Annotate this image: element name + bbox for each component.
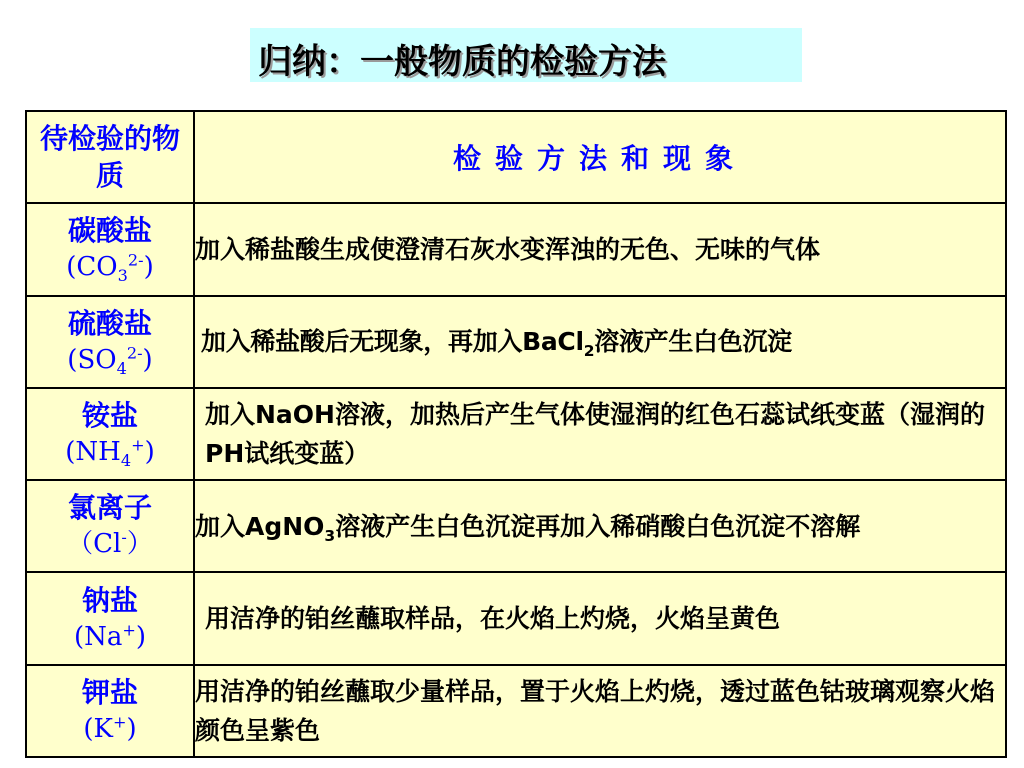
substance-cell — [26, 388, 194, 480]
substance-cell — [26, 203, 194, 295]
formula: $(SO_4^{2-})$ — [67, 343, 153, 378]
method-cell: 加入稀盐酸生成使澄清石灰水变浑浊的无色、无味的气体 — [194, 203, 1006, 295]
table-row-ammonium — [26, 388, 1006, 480]
header-substance: 待检验的物质 — [26, 111, 194, 203]
substance-cell — [26, 296, 194, 388]
table-row-carbonate — [26, 203, 1006, 295]
substance-name: 铵盐 — [81, 398, 138, 432]
formula: (K+) — [83, 712, 137, 744]
substance-cell — [26, 665, 194, 757]
formula: $(CO_3^{2-})$ — [66, 250, 154, 286]
substance-name: 氯离子 — [67, 491, 152, 525]
formula: （Cl-） — [67, 527, 153, 560]
table-row-sulfate — [26, 296, 1006, 388]
title-box — [250, 28, 802, 82]
substance-cell — [26, 572, 194, 664]
method-cell: 用洁净的铂丝蘸取样品，在火焰上灼烧，火焰呈黄色 — [194, 572, 1006, 664]
formula: (Na+) — [73, 619, 147, 652]
substance-name: 碳酸盐 — [67, 214, 152, 248]
method-cell: 加入NaOH溶液，加热后产生气体使湿润的红色石蕊试纸变蓝（湿润的PH试纸变蓝） — [194, 388, 1006, 480]
method-cell: 加入AgNO$_3$溶液产生白色沉淀再加入稀硝酸白色沉淀不溶解 — [194, 480, 1006, 572]
method-cell: 用洁净的铂丝蘸取少量样品，置于火焰上灼烧，透过蓝色钴玻璃观察火焰颜色呈紫色 — [194, 665, 1006, 757]
table-row-sodium — [26, 572, 1006, 664]
formula: $(NH_4^+)$ — [65, 435, 155, 471]
inspection-methods-table — [25, 110, 1007, 758]
header-row — [26, 111, 1006, 203]
substance-name: 钠盐 — [81, 583, 138, 617]
substance-cell — [26, 480, 194, 572]
table-row-chloride — [26, 480, 1006, 572]
substance-name: 钾盐 — [81, 675, 138, 709]
method-cell: 加入稀盐酸后无现象，再加入BaCl$_2$溶液产生白色沉淀 — [194, 296, 1006, 388]
header-method: 检验方法和现象 — [194, 111, 1006, 203]
table-row-potassium — [26, 665, 1006, 757]
page-title: 归纳：一般物质的检验方法 — [258, 42, 666, 82]
substance-name: 硫酸盐 — [67, 306, 152, 340]
